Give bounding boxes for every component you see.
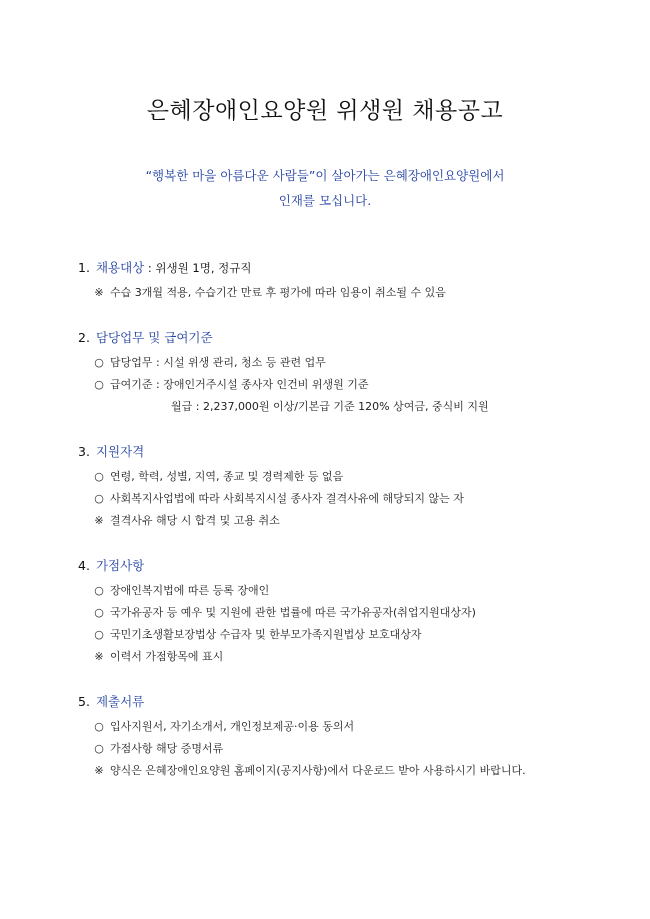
line-text: 월급 : 2,237,000원 이상/기본급 기준 120% 상여금, 중식비 지원 (171, 400, 489, 413)
reference-mark-icon: ※ (94, 764, 104, 777)
circle-bullet-icon: ○ (94, 356, 104, 369)
section-line (78, 646, 618, 668)
section-line (78, 396, 618, 418)
circle-bullet-icon: ○ (94, 492, 104, 505)
section-4 (78, 556, 618, 668)
reference-mark-icon: ※ (94, 650, 104, 663)
section-title: 제출서류 (95, 694, 145, 709)
circle-bullet-icon: ○ (94, 378, 104, 391)
circle-bullet-icon: ○ (94, 606, 104, 619)
line-text: 국가유공자 등 예우 및 지원에 관한 법률에 따른 국가유공자(취업지원대상자) (110, 606, 476, 619)
circle-bullet-icon: ○ (94, 720, 104, 733)
section-5 (78, 692, 618, 782)
section-line (78, 352, 618, 374)
section-heading (78, 328, 618, 348)
page-title: 은혜장애인요양원 위생원 채용공고 (146, 98, 504, 124)
circle-bullet-icon: ○ (94, 742, 104, 755)
sections-list (78, 258, 618, 806)
circle-bullet-icon: ○ (94, 628, 104, 641)
section-line (78, 716, 618, 738)
circle-bullet-icon: ○ (94, 584, 104, 597)
circle-bullet-icon: ○ (94, 470, 104, 483)
line-text: 국민기초생활보장법상 수급자 및 한부모가족지원법상 보호대상자 (110, 628, 422, 641)
line-text: 수습 3개월 적용, 수습기간 만료 후 평가에 따라 임용이 취소될 수 있음 (110, 286, 446, 299)
section-title: 가점사항 (95, 558, 145, 573)
reference-mark-icon: ※ (94, 286, 104, 299)
section-line (78, 738, 618, 760)
section-line (78, 282, 618, 304)
line-text: 장애인복지법에 따른 등록 장애인 (110, 584, 270, 597)
line-text: 이력서 가점항목에 표시 (110, 650, 224, 663)
section-number: 5. (78, 694, 90, 709)
section-number: 1. (78, 260, 90, 275)
section-detail: : 위생원 1명, 정규직 (144, 261, 252, 275)
reference-mark-icon: ※ (94, 514, 104, 527)
section-line (78, 488, 618, 510)
line-text: 급여기준 : 장애인거주시설 종사자 인건비 위생원 기준 (110, 378, 369, 391)
section-number: 4. (78, 558, 90, 573)
line-text: 입사지원서, 자기소개서, 개인정보제공·이용 동의서 (110, 720, 355, 733)
section-1 (78, 258, 618, 304)
section-line (78, 580, 618, 602)
section-heading (78, 692, 618, 712)
section-2 (78, 328, 618, 418)
section-heading (78, 442, 618, 462)
line-text: 연령, 학력, 성별, 지역, 종교 및 경력제한 등 없음 (110, 470, 344, 483)
section-3 (78, 442, 618, 532)
section-title: 지원자격 (95, 444, 145, 459)
intro-line: 인재를 모십니다. (278, 193, 372, 208)
section-line (78, 602, 618, 624)
section-line (78, 624, 618, 646)
section-line (78, 466, 618, 488)
section-title: 채용대상 (95, 260, 145, 275)
line-text: 양식은 은혜장애인요양원 홈페이지(공지사항)에서 다운로드 받아 사용하시기 바랍니다. (110, 764, 526, 777)
section-line (78, 374, 618, 396)
intro-line: “행복한 마을 아름다운 사람들”이 살아가는 은혜장애인요양원에서 (145, 168, 505, 183)
line-text: 가점사항 해당 증명서류 (110, 742, 224, 755)
line-text: 사회복지사업법에 따라 사회복지시설 종사자 결격사유에 해당되지 않는 자 (110, 492, 464, 505)
section-title: 담당업무 및 급여기준 (95, 330, 213, 345)
line-text: 담당업무 : 시설 위생 관리, 청소 등 관련 업무 (110, 356, 326, 369)
section-heading (78, 258, 618, 278)
section-line (78, 760, 618, 782)
section-number: 2. (78, 330, 90, 345)
section-line (78, 510, 618, 532)
intro-block (0, 163, 650, 213)
section-heading (78, 556, 618, 576)
section-number: 3. (78, 444, 90, 459)
line-text: 결격사유 해당 시 합격 및 고용 취소 (110, 514, 280, 527)
